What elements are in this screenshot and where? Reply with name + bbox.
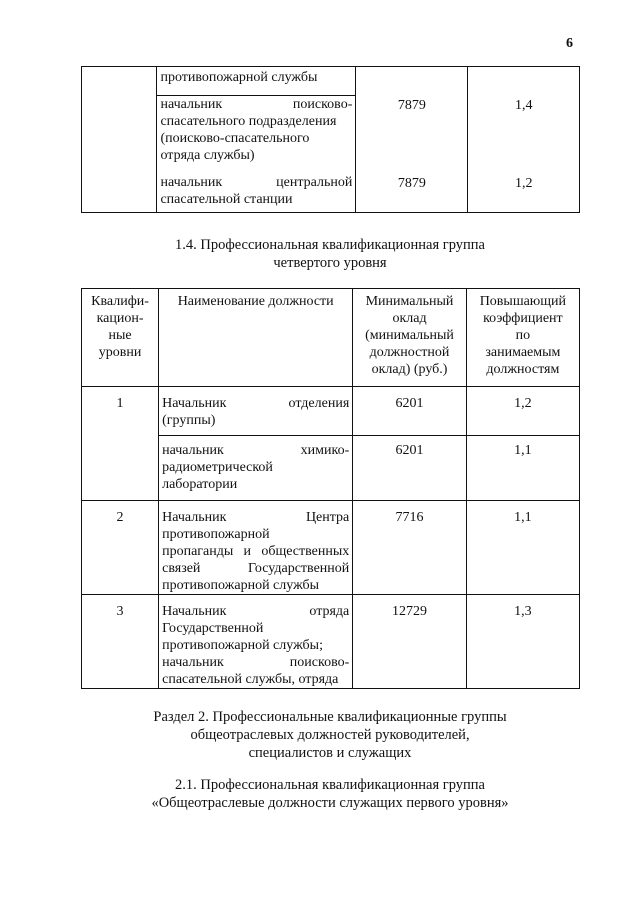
position-cell: начальник химико- радиометрической лаборатории [159,436,353,501]
main-table [81,288,580,689]
coef-cell: 1,2 [466,387,579,436]
table-row [82,501,580,595]
coef-cell: 1,1 [466,436,579,501]
salary-cell: 7879 [356,96,468,175]
position-cell: Начальник отделения (группы) [159,387,353,436]
level-cell: 3 [82,595,159,689]
table-row: начальник центральной спасательной станции [157,174,356,213]
heading-2-1: 2.1. Профессиональная квалификационная группа «Общеотраслевые должности служащих первого уровня» [151,777,509,811]
salary-cell: 12729 [353,595,466,689]
table-row: противопожарной службы [157,67,356,96]
salary-cell: 6201 [353,387,466,436]
level-cell-empty [82,67,157,213]
coef-cell: 1,3 [466,595,579,689]
header-level: Квалифи- кацион- ные уровни [82,289,159,387]
table-row [82,387,580,436]
salary-cell: 7716 [353,501,466,595]
position-cell: Начальник отряда Государственной противопожарной службы; начальник поисково- спасательной службы, отряда [159,595,353,689]
position-cell: Начальник Центра противопожарной пропаганды и общественных связей Государственной противопожарной службы [159,501,353,595]
salary-cell: 7879 [356,174,468,213]
level-cell: 1 [82,387,159,501]
top-table [81,66,580,213]
header-salary: Минимальный оклад (минимальный должностной оклад) (руб.) [353,289,466,387]
header-row [82,289,580,387]
coef-cell: 1,1 [466,501,579,595]
header-coef: Повышающий коэффициент по занимаемым должностям [466,289,579,387]
coef-cell: 1,4 [468,96,580,175]
heading-1-4: 1.4. Профессиональная квалификационная группа четвертого уровня [175,237,485,271]
table-row: начальник поисково- спасательного подразделения (поисково-спасательного отряда службы) [157,96,356,175]
coef-cell: 1,2 [468,174,580,213]
table-row [82,595,580,689]
salary-cell: 6201 [353,436,466,501]
section-2-heading: Раздел 2. Профессиональные квалификационные группы общеотраслевых должностей руководителей, специалистов и служащих [153,709,507,761]
level-cell: 2 [82,501,159,595]
page-number: 6 [566,36,573,51]
header-position: Наименование должности [159,289,353,387]
